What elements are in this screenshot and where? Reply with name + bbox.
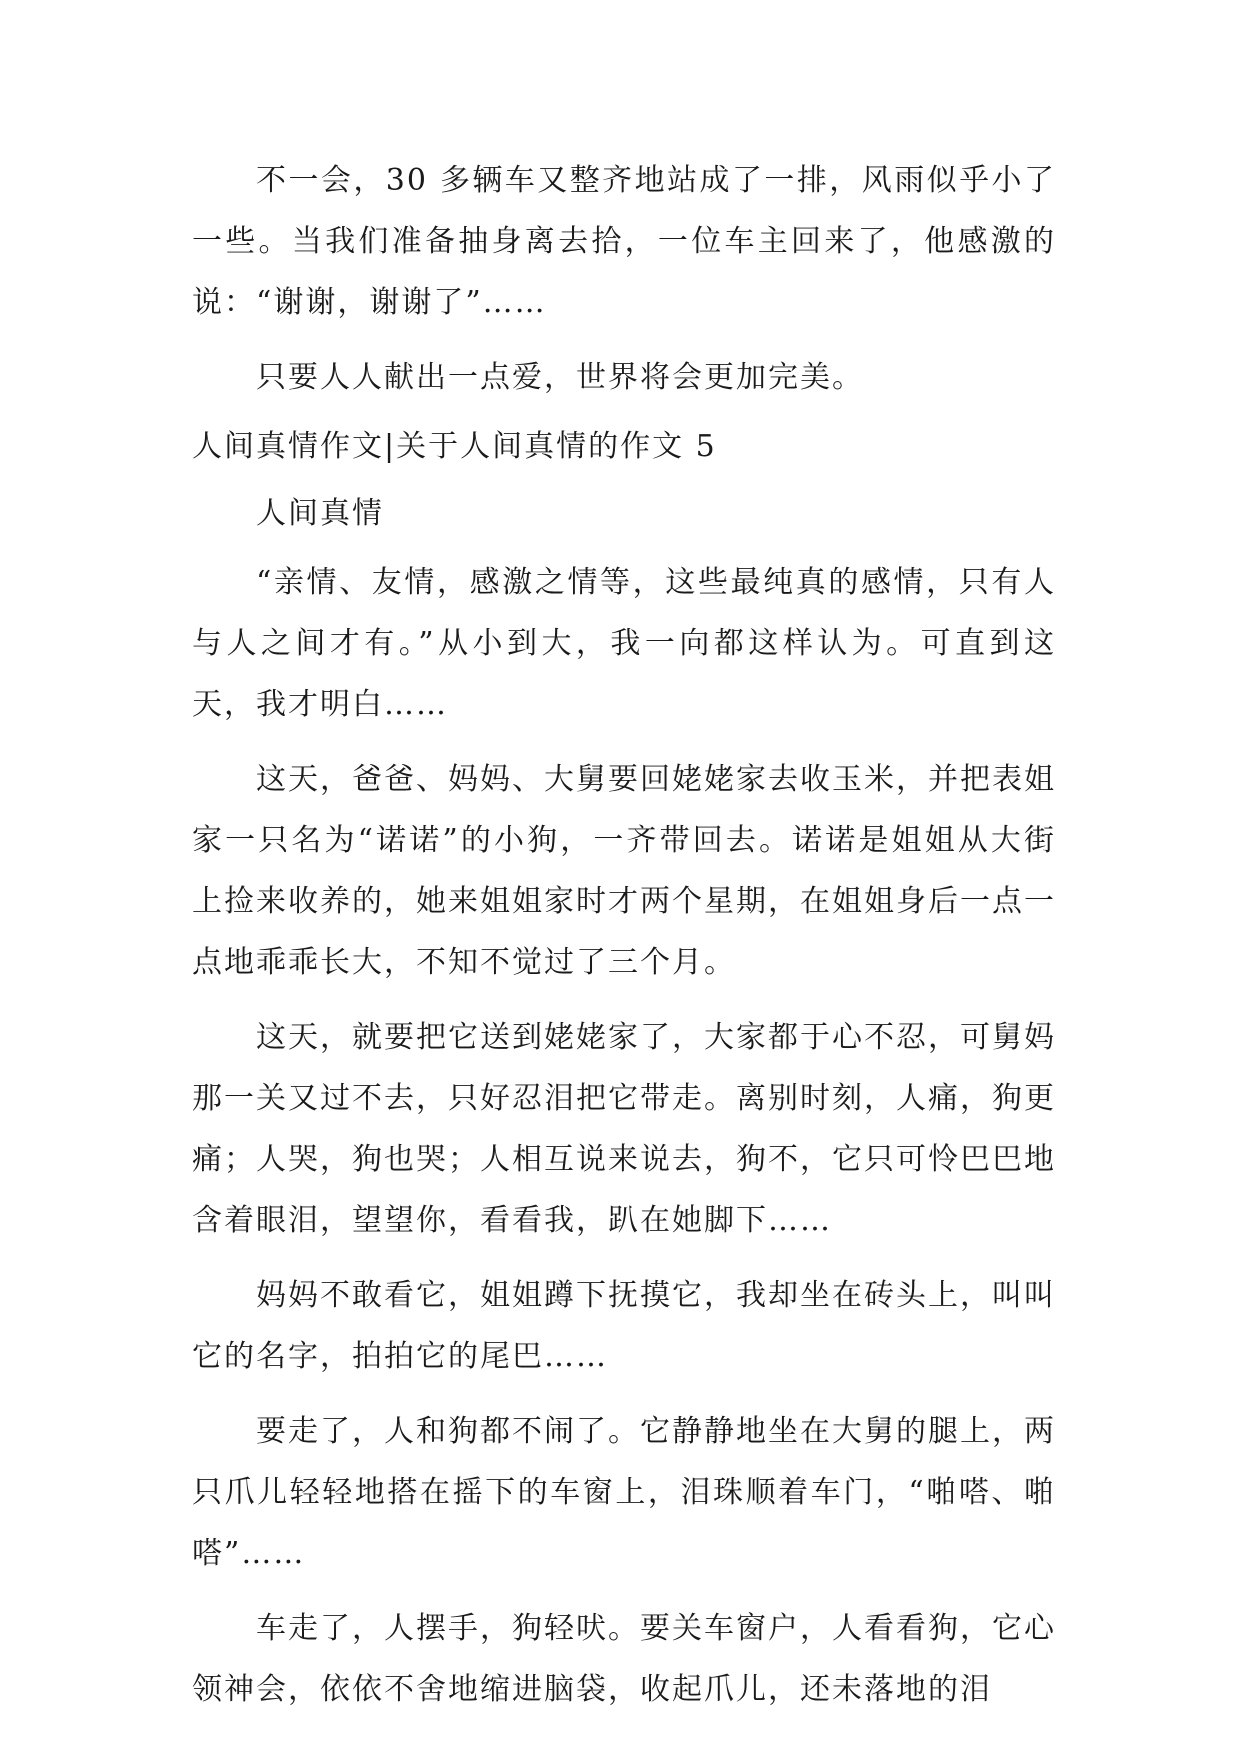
paragraph: “亲情、友情，感激之情等，这些最纯真的感情，只有人与人之间才有。”从小到大，我一向都这样认为。可直到这天，我才明白…… xyxy=(192,565,1056,722)
paragraph: 要走了，人和狗都不闹了。它静静地坐在大舅的腿上，两只爪儿轻轻地搭在摇下的车窗上，泪珠顺着车门，“啪嗒、啪嗒”…… xyxy=(192,1414,1056,1571)
paragraph: 车走了，人摆手，狗轻吠。要关车窗户，人看看狗，它心领神会，依依不舍地缩进脑袋，收起爪儿，还未落地的泪 xyxy=(192,1611,1056,1707)
document-page xyxy=(192,150,1056,1734)
paragraph: 只要人人献出一点爱，世界将会更加完美。 xyxy=(256,360,864,395)
paragraph: 妈妈不敢看它，姐姐蹲下抚摸它，我却坐在砖头上，叫叫它的名字，拍拍它的尾巴…… xyxy=(192,1278,1056,1374)
paragraph: 不一会，30 多辆车又整齐地站成了一排，风雨似乎小了一些。当我们准备抽身离去拾，一位车主回来了，他感激的说：“谢谢，谢谢了”…… xyxy=(192,163,1056,320)
essay-subtitle: 人间真情 xyxy=(256,496,384,531)
paragraph: 这天，爸爸、妈妈、大舅要回姥姥家去收玉米，并把表姐家一只名为“诺诺”的小狗，一齐带回去。诺诺是姐姐从大街上捡来收养的，她来姐姐家时才两个星期，在姐姐身后一点一点地乖乖长大，不知不觉过了三个月。 xyxy=(192,762,1056,980)
paragraph: 这天，就要把它送到姥姥家了，大家都于心不忍，可舅妈那一关又过不去，只好忍泪把它带走。离别时刻，人痛，狗更痛；人哭，狗也哭；人相互说来说去，狗不，它只可怜巴巴地含着眼泪，望望你，看看我，趴在她脚下…… xyxy=(192,1020,1056,1238)
section-title: 人间真情作文|关于人间真情的作文 5 xyxy=(192,429,717,464)
